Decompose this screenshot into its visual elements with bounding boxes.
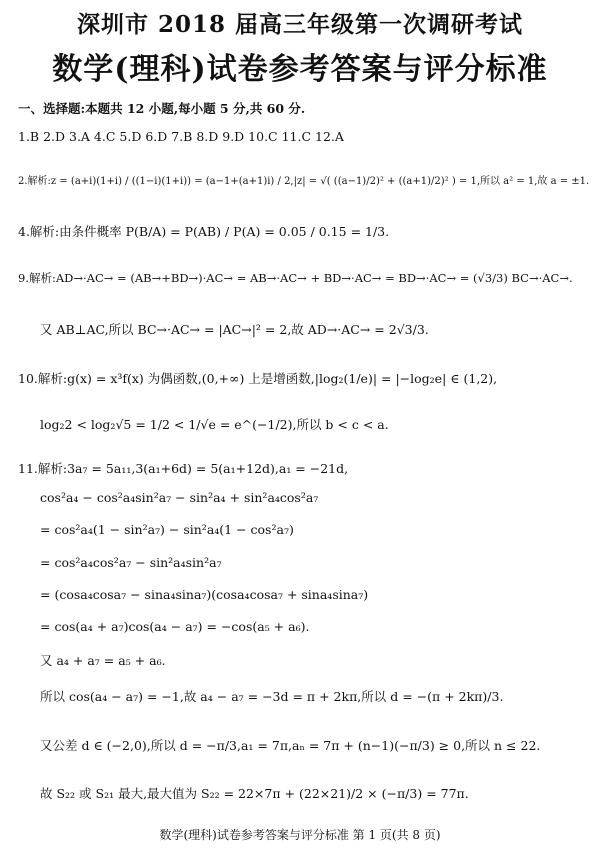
choice-answers: 1.B 2.D 3.A 4.C 5.D 6.D 7.B 8.D 9.D 10.C 11.C 12.A	[18, 129, 344, 144]
solution-q11-line: 又公差 d ∈ (−2,0),所以 d = −π/3,a₁ = 7π,aₙ = 7π + (n−1)(−π/3) ≥ 0,所以 n ≤ 22.	[40, 738, 541, 753]
solution-q11-line: = cos²a₄cos²a₇ − sin²a₄sin²a₇	[40, 555, 222, 570]
solution-q11-line: 所以 cos(a₄ − a₇) = −1,故 a₄ − a₇ = −3d = π + 2kπ,所以 d = −(π + 2kπ)/3.	[40, 689, 504, 704]
solution-q2: 2.解析:z = (a+i)(1+i) / ((1−i)(1+i)) = (a−1+(a+1)i) / 2,|z| = √( ((a−1)/2)² + ((a+1)/2)² ) = 1,所以 a² = 1,故 a = ±1.	[18, 176, 590, 187]
solution-q11-line: = cos²a₄(1 − sin²a₇) − sin²a₄(1 − cos²a₇)	[40, 522, 294, 537]
answer-key-title: 数学(理科)试卷参考答案与评分标准	[52, 52, 548, 87]
solution-q11-line: cos²a₄ − cos²a₄sin²a₇ − sin²a₄ + sin²a₄cos²a₇	[40, 490, 319, 505]
solution-q11-line: 11.解析:3a₇ = 5a₁₁,3(a₁+6d) = 5(a₁+12d),a₁ = −21d,	[18, 461, 349, 476]
solution-q10-line2: log₂2 < log₂√5 = 1/2 < 1/√e = e^(−1/2),所以 b < c < a.	[40, 417, 389, 432]
solution-q10-line1: 10.解析:g(x) = x³f(x) 为偶函数,(0,+∞) 上是增函数,|log₂(1/e)| = |−log₂e| ∈ (1,2),	[18, 371, 498, 386]
solution-q9-line1: 9.解析:AD→·AC→ = (AB→+BD→)·AC→ = AB→·AC→ + BD→·AC→ = BD→·AC→ = (√3/3) BC→·AC→.	[18, 271, 573, 285]
solution-q4: 4.解析:由条件概率 P(B/A) = P(AB) / P(A) = 0.05 / 0.15 = 1/3.	[18, 224, 390, 239]
solution-q9-line2: 又 AB⊥AC,所以 BC→·AC→ = |AC→|² = 2,故 AD→·AC→ = 2√3/3.	[40, 322, 429, 337]
solution-q11-line: = cos(a₄ + a₇)cos(a₄ − a₇) = −cos(a₅ + a₆).	[40, 619, 310, 634]
solution-q11-line: = (cosa₄cosa₇ − sina₄sina₇)(cosa₄cosa₇ + sina₄sina₇)	[40, 587, 369, 602]
solution-q11-line: 故 S₂₂ 或 S₂₁ 最大,最大值为 S₂₂ = 22×7π + (22×21)/2 × (−π/3) = 77π.	[40, 786, 469, 801]
solution-q11-line: 又 a₄ + a₇ = a₅ + a₆.	[40, 653, 166, 668]
exam-title: 深圳市 2018 届高三年级第一次调研考试	[76, 11, 524, 38]
page-footer: 数学(理科)试卷参考答案与评分标准 第 1 页(共 8 页)	[159, 828, 441, 842]
section-heading-multiple-choice: 一、选择题:本题共 12 小题,每小题 5 分,共 60 分.	[18, 101, 306, 116]
